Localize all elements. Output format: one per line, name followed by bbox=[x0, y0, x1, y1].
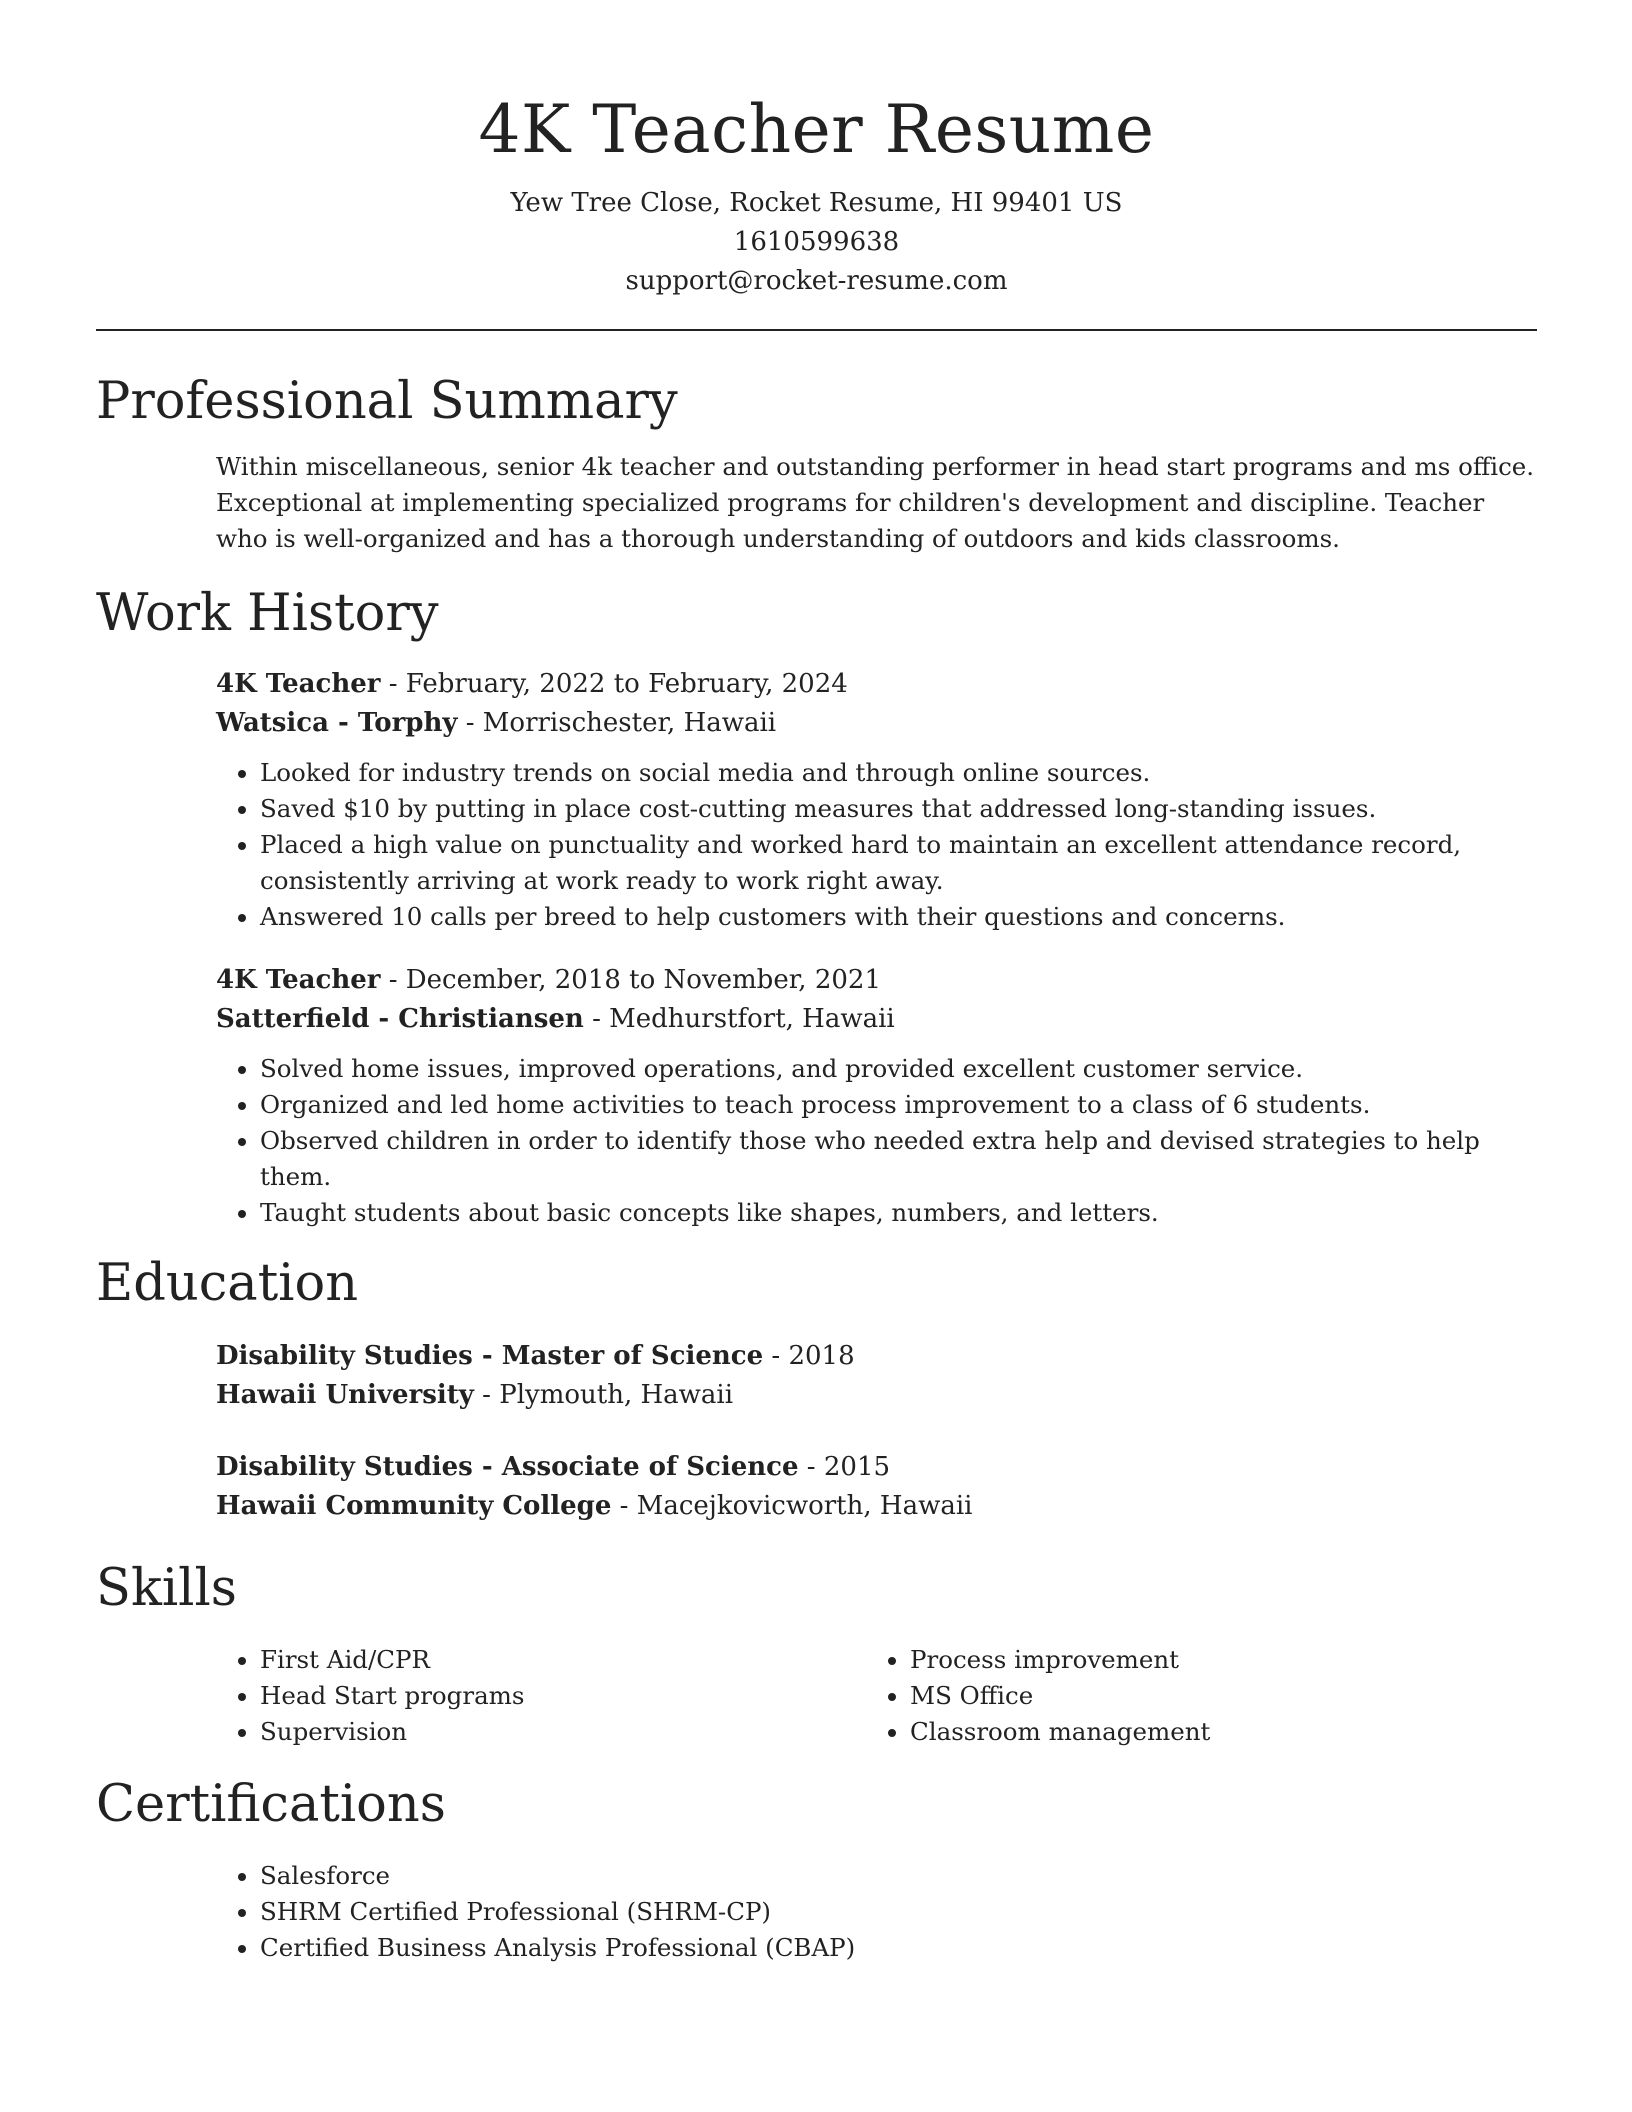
job-company: Satterfield - Christiansen bbox=[216, 1004, 584, 1034]
education-school: Hawaii Community College bbox=[216, 1491, 612, 1521]
job-bullet: • Placed a high value on punctuality and worked hard to maintain an excellent attendance record, consistently arriving at work ready to work right away. bbox=[260, 827, 1537, 899]
job-bullet: • Looked for industry trends on social media and through online sources. bbox=[260, 755, 1537, 791]
contact-address: Yew Tree Close, Rocket Resume, HI 99401 US bbox=[510, 188, 1123, 218]
summary-section bbox=[96, 369, 1537, 557]
job-location: - Medhurstfort, Hawaii bbox=[583, 1004, 895, 1034]
header-divider bbox=[96, 329, 1537, 331]
education-degree: Disability Studies - Associate of Science bbox=[216, 1452, 799, 1482]
work-history-section bbox=[96, 581, 1537, 1231]
summary-heading: Professional Summary bbox=[96, 372, 678, 431]
certification-item: • Salesforce bbox=[260, 1858, 1537, 1894]
contact-block bbox=[96, 184, 1537, 301]
job-company: Watsica - Torphy bbox=[216, 708, 458, 738]
job-bullet: • Solved home issues, improved operations, and provided excellent customer service. bbox=[260, 1051, 1537, 1087]
skill-item: • Process improvement bbox=[910, 1642, 1516, 1678]
job-dates: - December, 2018 to November, 2021 bbox=[380, 965, 881, 995]
skill-item: • First Aid/CPR bbox=[260, 1642, 866, 1678]
job-bullets bbox=[216, 1051, 1537, 1231]
skill-item: • MS Office bbox=[910, 1678, 1516, 1714]
skills-grid bbox=[216, 1642, 1537, 1750]
summary-text: Within miscellaneous, senior 4k teacher and outstanding performer in head start programs and ms office. Exceptional at implementing specialized programs for children's development and discipline. Teacher who is well-organized and has a thorough understanding of outdoors and kids classrooms. bbox=[216, 452, 1535, 553]
certification-item: • Certified Business Analysis Professional (CBAP) bbox=[260, 1930, 1537, 1966]
education-school-line bbox=[216, 1487, 1537, 1526]
education-year: - 2015 bbox=[798, 1452, 891, 1482]
job-title-line bbox=[216, 665, 1537, 704]
certification-item: • SHRM Certified Professional (SHRM-CP) bbox=[260, 1894, 1537, 1930]
work-history-heading: Work History bbox=[96, 584, 439, 643]
education-degree-line bbox=[216, 1448, 1537, 1487]
job-bullet: • Saved $10 by putting in place cost-cutting measures that addressed long-standing issues. bbox=[260, 791, 1537, 827]
education-school-line bbox=[216, 1376, 1537, 1415]
job-company-line bbox=[216, 704, 1537, 743]
education-degree-line bbox=[216, 1337, 1537, 1376]
job-entry bbox=[216, 961, 1537, 1231]
education-location: - Macejkovicworth, Hawaii bbox=[611, 1491, 973, 1521]
education-degree: Disability Studies - Master of Science bbox=[216, 1341, 764, 1371]
contact-email: support@rocket-resume.com bbox=[625, 266, 1008, 296]
certifications-list-wrap bbox=[216, 1858, 1537, 1966]
job-title-line bbox=[216, 961, 1537, 1000]
contact-phone: 1610599638 bbox=[733, 227, 900, 257]
skill-item: • Head Start programs bbox=[260, 1678, 866, 1714]
education-entry bbox=[216, 1448, 1537, 1526]
education-entry bbox=[216, 1337, 1537, 1415]
job-entry bbox=[216, 665, 1537, 935]
skills-heading: Skills bbox=[96, 1559, 237, 1618]
certifications-section bbox=[96, 1772, 1537, 1966]
skill-item: • Classroom management bbox=[910, 1714, 1516, 1750]
resume-title: 4K Teacher Resume bbox=[478, 91, 1155, 168]
education-location: - Plymouth, Hawaii bbox=[473, 1380, 734, 1410]
skills-column-left bbox=[216, 1642, 866, 1750]
education-section bbox=[96, 1251, 1537, 1526]
job-dates: - February, 2022 to February, 2024 bbox=[380, 669, 848, 699]
resume-header bbox=[96, 0, 1537, 301]
education-heading: Education bbox=[96, 1254, 359, 1313]
job-bullet: • Organized and led home activities to teach process improvement to a class of 6 students. bbox=[260, 1087, 1537, 1123]
education-year: - 2018 bbox=[763, 1341, 855, 1371]
certifications-heading: Certifications bbox=[96, 1775, 446, 1834]
job-bullet: • Answered 10 calls per breed to help customers with their questions and concerns. bbox=[260, 899, 1537, 935]
job-bullets bbox=[216, 755, 1537, 935]
job-bullet: • Observed children in order to identify those who needed extra help and devised strategies to help them. bbox=[260, 1123, 1537, 1195]
education-school: Hawaii University bbox=[216, 1380, 474, 1410]
skills-section bbox=[96, 1556, 1537, 1750]
job-role: 4K Teacher bbox=[216, 965, 381, 995]
skills-list bbox=[216, 1642, 866, 1750]
skill-item: • Supervision bbox=[260, 1714, 866, 1750]
job-role: 4K Teacher bbox=[216, 669, 381, 699]
skills-column-right bbox=[866, 1642, 1516, 1750]
job-company-line bbox=[216, 1000, 1537, 1039]
certifications-list bbox=[216, 1858, 1537, 1966]
skills-list bbox=[866, 1642, 1516, 1750]
job-location: - Morrischester, Hawaii bbox=[457, 708, 777, 738]
job-bullet: • Taught students about basic concepts like shapes, numbers, and letters. bbox=[260, 1195, 1537, 1231]
